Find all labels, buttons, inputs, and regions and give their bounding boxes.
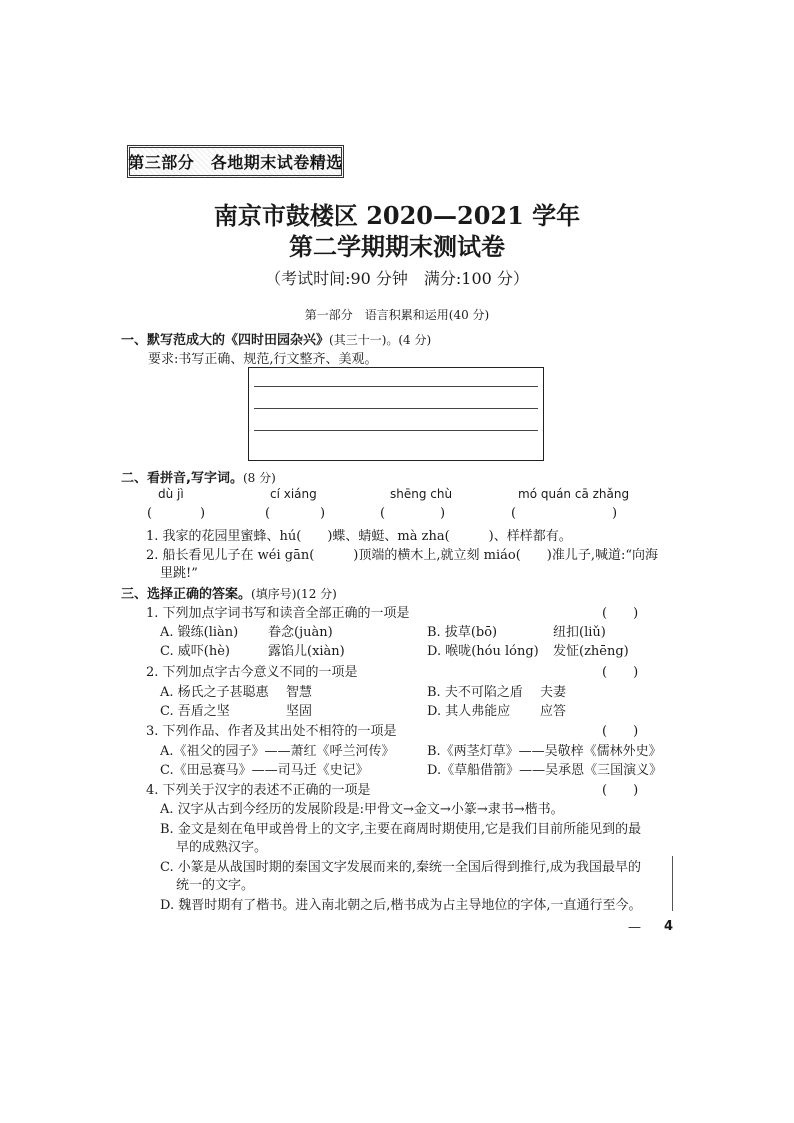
q3-2-option-a2: 智慧 <box>286 685 313 700</box>
q3-1-option-b2: 纽扣(liǔ) <box>553 625 606 640</box>
q1-requirement: 要求:书写正确、规范,行文整齐、美观。 <box>148 352 378 367</box>
q2-heading-note: (8 分) <box>242 471 276 485</box>
q3-1-option-c: C. 威吓(hè) <box>160 644 230 659</box>
section-banner <box>127 145 344 178</box>
q3-4-option-b-line2: 早的成熟汉字。 <box>176 840 268 855</box>
q3-3-option-a: A.《祖父的园子》——萧红《呼兰河传》 <box>160 744 395 759</box>
q3-3-option-c: C.《田忌赛马》——司马迁《史记》 <box>160 763 369 778</box>
q3-2-option-c: C. 吾盾之坚 <box>160 704 230 719</box>
answer-paren-open: ( <box>147 506 153 521</box>
pinyin-2: cí xiáng <box>270 487 317 501</box>
answer-paren-open: ( <box>511 506 517 521</box>
pinyin-1: dù jì <box>158 487 184 501</box>
page-edge-line <box>672 856 673 911</box>
answer-paren-open: ( <box>380 506 386 521</box>
exam-title-line2: 第二学期期末测试卷 <box>289 232 505 261</box>
q3-2-option-a: A. 杨氏之子甚聪惠 <box>160 685 269 700</box>
q3-3-option-d: D.《草船借箭》——吴承恩《三国演义》 <box>427 763 663 778</box>
q2-sentence-2a: 2. 船长看见儿子在 wéi gān( )顶端的横木上,就立刻 miáo( )准儿子,喊道:“向海 <box>146 548 658 563</box>
footer-dash: — <box>628 920 641 935</box>
answer-bracket[interactable]: ( ) <box>602 665 639 680</box>
q3-2-stem: 2. 下列加点字古今意义不同的一项是 <box>146 665 358 680</box>
writing-line <box>254 430 538 431</box>
answer-bracket[interactable]: ( ) <box>602 606 639 621</box>
page-number: 4 <box>664 919 674 934</box>
exam-subtitle: （考试时间:90 分钟 满分:100 分） <box>265 269 529 288</box>
q3-4-option-c-line2: 统一的文字。 <box>176 878 255 893</box>
answer-bracket[interactable]: ( ) <box>602 783 639 798</box>
writing-box[interactable] <box>248 367 544 461</box>
q3-1-option-a: A. 锻练(liàn) <box>160 625 239 640</box>
q1-heading-note: (其三十一)。(4 分) <box>329 333 432 347</box>
section-banner-text: 第三部分 各地期末试卷精选 <box>128 153 343 172</box>
q2-heading-text: 二、看拼音,写字词。 <box>121 471 243 486</box>
q2-sentence-1: 1. 我家的花园里蜜蜂、hú( )蝶、蜻蜓、mà zha( )、样样都有。 <box>146 529 572 544</box>
q2-heading <box>121 467 276 486</box>
q3-heading-note: (填序号)(12 分) <box>251 587 337 601</box>
q3-4-option-d: D. 魏晋时期有了楷书。进入南北朝之后,楷书成为占主导地位的字体,一直通行至今。 <box>160 898 642 913</box>
q3-2-option-b2: 夫妻 <box>540 685 567 700</box>
q3-2-option-d2: 应答 <box>540 704 567 719</box>
q1-heading-text: 一、默写范成大的《四时田园杂兴》 <box>121 333 330 348</box>
q3-1-option-a2: 眷念(juàn) <box>268 625 333 640</box>
q3-1-option-b: B. 拔草(bō) <box>427 625 498 640</box>
q3-1-option-d2: 发怔(zhēng) <box>553 644 629 659</box>
q3-1-option-c2: 露馅儿(xiàn) <box>268 644 345 659</box>
q1-heading <box>121 329 431 348</box>
answer-paren-close: ) <box>612 506 618 521</box>
q3-1-option-d: D. 喉咙(hóu lóng) <box>427 644 539 659</box>
writing-line <box>254 408 538 409</box>
answer-paren-close: ) <box>440 506 446 521</box>
q3-4-option-a: A. 汉字从古到今经历的发展阶段是:甲骨文→金文→小篆→隶书→楷书。 <box>160 802 564 817</box>
pinyin-3: shēng chù <box>390 487 453 501</box>
q3-2-option-c2: 坚固 <box>286 704 313 719</box>
exam-title-line1: 南京市鼓楼区 2020—2021 学年 <box>213 201 581 230</box>
q3-2-option-d: D. 其人弗能应 <box>427 704 511 719</box>
q3-heading-text: 三、选择正确的答案。 <box>121 587 252 602</box>
answer-bracket[interactable]: ( ) <box>602 724 639 739</box>
q3-2-option-b: B. 夫不可陷之盾 <box>427 685 523 700</box>
pinyin-4: mó quán cā zhǎng <box>518 487 630 501</box>
part1-heading: 第一部分 语言积累和运用(40 分) <box>304 308 490 322</box>
q3-4-option-b-line1: B. 金文是刻在龟甲或兽骨上的文字,主要在商周时期使用,它是我们目前所能见到的最 <box>160 822 642 837</box>
answer-paren-close: ) <box>320 506 326 521</box>
writing-line <box>254 386 538 387</box>
answer-paren-open: ( <box>265 506 271 521</box>
q3-3-stem: 3. 下列作品、作者及其出处不相符的一项是 <box>146 724 397 739</box>
q2-sentence-2b: 里跳!” <box>160 566 198 581</box>
q3-heading <box>121 583 337 602</box>
q3-4-stem: 4. 下列关于汉字的表述不正确的一项是 <box>146 783 371 798</box>
answer-paren-close: ) <box>200 506 206 521</box>
q3-1-stem: 1. 下列加点字词书写和读音全部正确的一项是 <box>146 606 410 621</box>
q3-4-option-c-line1: C. 小篆是从战国时期的秦国文字发展而来的,秦统一全国后得到推行,成为我国最早的 <box>160 860 642 875</box>
q3-3-option-b: B.《两茎灯草》——吴敬梓《儒林外史》 <box>427 744 662 759</box>
